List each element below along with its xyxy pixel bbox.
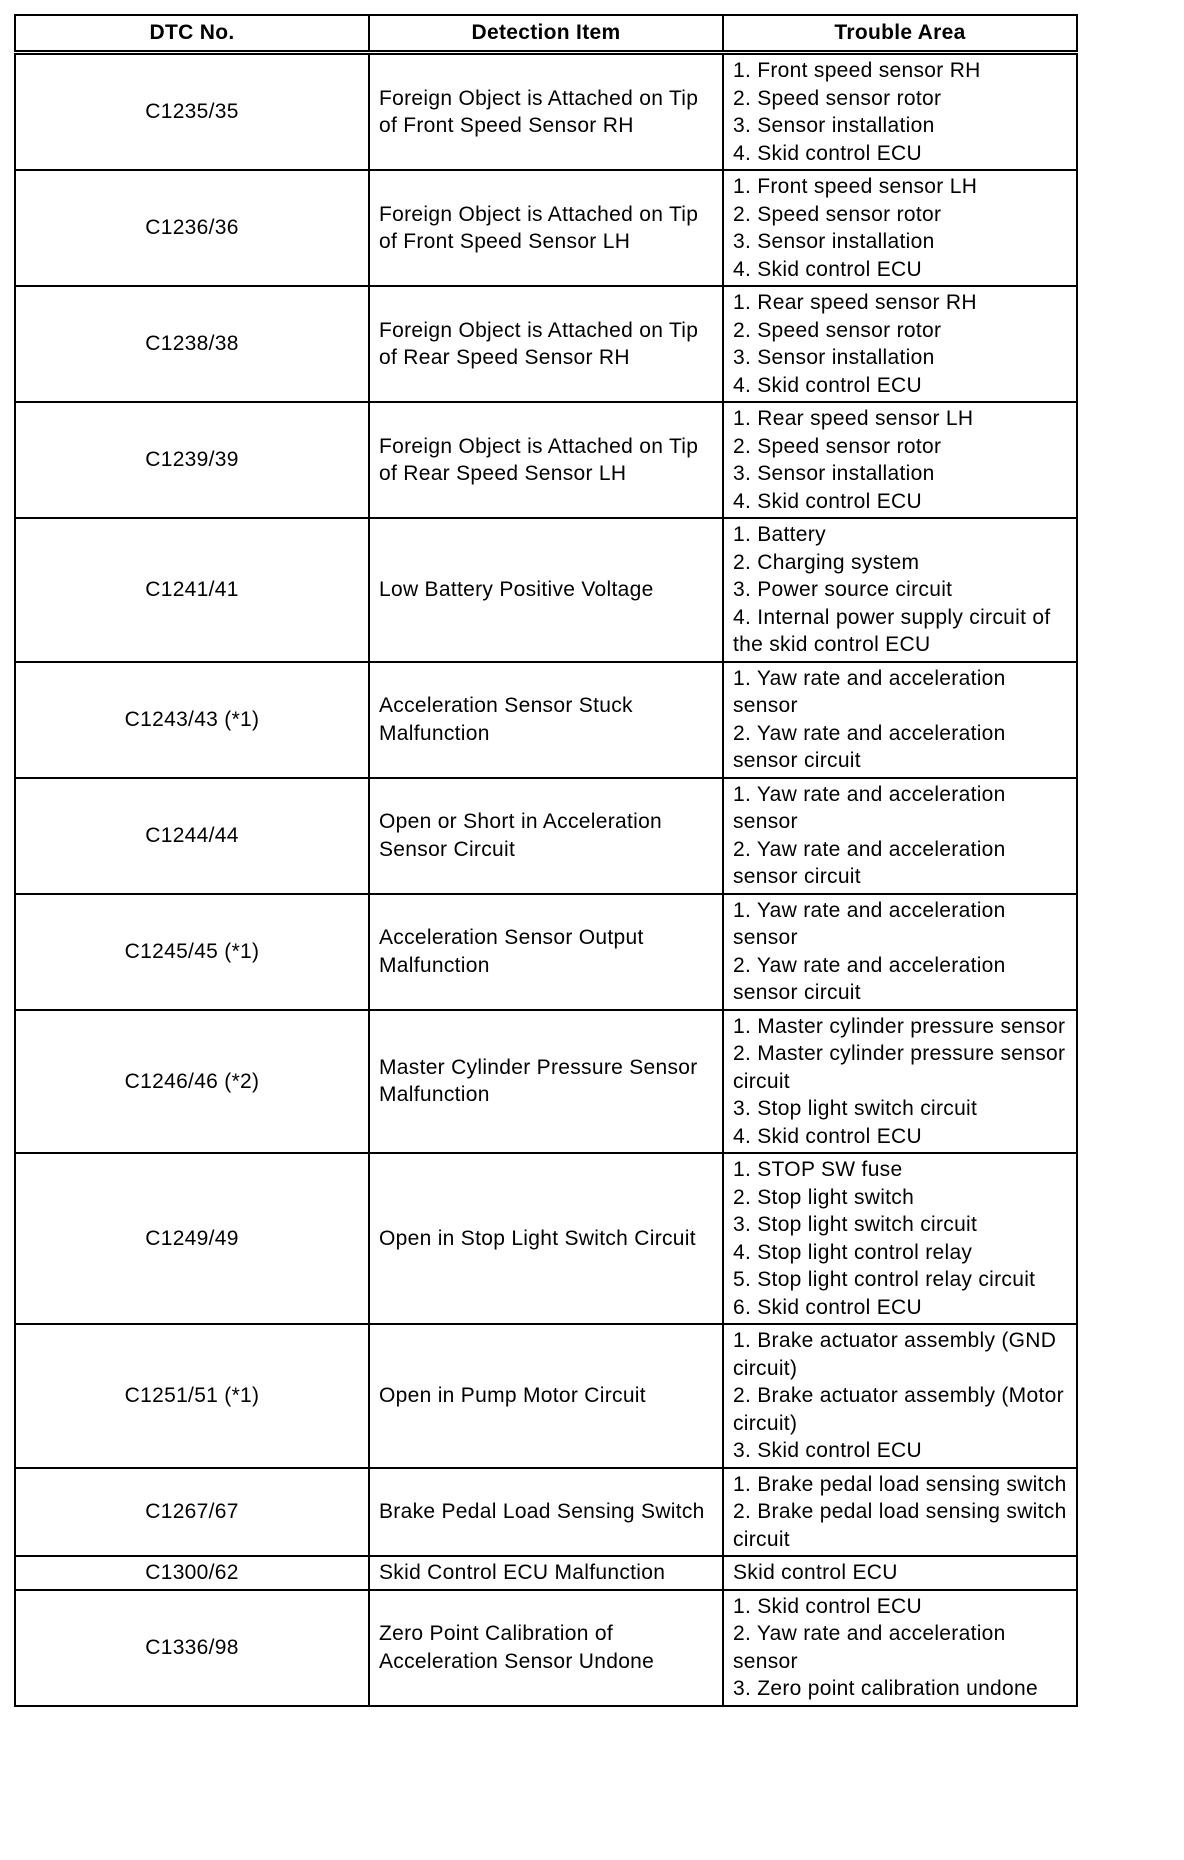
dtc-code-cell: C1243/43 (*1) <box>15 662 369 778</box>
trouble-area-item: 1. Rear speed sensor RH <box>733 291 977 314</box>
trouble-area-item: 4. Skid control ECU <box>733 373 922 397</box>
detection-item-cell: Foreign Object is Attached on Tip of Rear Speed Sensor RH <box>369 286 723 402</box>
detection-item-cell: Open or Short in Acceleration Sensor Circuit <box>369 778 723 894</box>
header-dtc-no: DTC No. <box>15 15 369 53</box>
trouble-area-item: 2. Yaw rate and acceleration sensor <box>733 1622 1006 1673</box>
trouble-area-item: 1. Battery <box>733 523 826 546</box>
table-row <box>15 53 1077 171</box>
trouble-area-item: 4. Skid control ECU <box>733 1124 922 1148</box>
table-body <box>15 53 1077 1706</box>
trouble-area-item: 1. Yaw rate and acceleration sensor <box>733 898 1006 949</box>
trouble-area-item: 4. Stop light control relay <box>733 1240 973 1264</box>
trouble-area-item: 1. Rear speed sensor LH <box>733 407 974 430</box>
trouble-area-item: 1. Brake pedal load sensing switch <box>733 1472 1067 1496</box>
trouble-area-item: 1. Skid control ECU <box>733 1594 922 1618</box>
trouble-area-item: 3. Zero point calibration undone <box>733 1677 1038 1700</box>
trouble-area-cell <box>723 518 1077 662</box>
detection-item-cell: Foreign Object is Attached on Tip of Front Speed Sensor LH <box>369 170 723 286</box>
detection-item-cell: Open in Stop Light Switch Circuit <box>369 1153 723 1324</box>
trouble-area-item: 2. Master cylinder pressure sensor circuit <box>733 1042 1066 1093</box>
trouble-area-item: 3. Stop light switch circuit <box>733 1097 978 1120</box>
trouble-area-item: 1. Front speed sensor RH <box>733 59 981 82</box>
dtc-code-cell: C1251/51 (*1) <box>15 1324 369 1468</box>
table-row <box>15 662 1077 778</box>
trouble-area-item: 6. Skid control ECU <box>733 1295 922 1319</box>
trouble-area-cell <box>723 286 1077 402</box>
trouble-area-item: 2. Yaw rate and acceleration sensor circuit <box>733 953 1006 1004</box>
table-row <box>15 1590 1077 1706</box>
trouble-area-cell <box>723 170 1077 286</box>
trouble-area-item: 1. Yaw rate and acceleration sensor <box>733 666 1006 717</box>
dtc-code-cell: C1267/67 <box>15 1468 369 1557</box>
trouble-area-cell <box>723 662 1077 778</box>
dtc-code-cell: C1300/62 <box>15 1556 369 1590</box>
trouble-area-item: 2. Charging system <box>733 550 920 574</box>
table-row <box>15 1010 1077 1154</box>
detection-item-cell: Acceleration Sensor Stuck Malfunction <box>369 662 723 778</box>
detection-item-cell: Open in Pump Motor Circuit <box>369 1324 723 1468</box>
table-row <box>15 286 1077 402</box>
trouble-area-item: 3. Skid control ECU <box>733 1439 922 1462</box>
trouble-area-item: 1. Front speed sensor LH <box>733 175 978 198</box>
trouble-area-item: 3. Sensor installation <box>733 230 935 253</box>
trouble-area-item: 2. Brake actuator assembly (Motor circuit) <box>733 1384 1064 1435</box>
trouble-area-cell <box>723 53 1077 171</box>
detection-item-cell: Brake Pedal Load Sensing Switch <box>369 1468 723 1557</box>
header-row <box>15 15 1077 53</box>
trouble-area-item: 3. Sensor installation <box>733 114 935 137</box>
trouble-area-item: 4. Internal power supply circuit of the skid control ECU <box>733 605 1051 656</box>
dtc-code-cell: C1246/46 (*2) <box>15 1010 369 1154</box>
dtc-code-cell: C1244/44 <box>15 778 369 894</box>
table-row <box>15 894 1077 1010</box>
trouble-area-cell <box>723 1324 1077 1468</box>
trouble-area-item: 2. Speed sensor rotor <box>733 202 942 226</box>
trouble-area-item: 1. Yaw rate and acceleration sensor <box>733 782 1006 833</box>
trouble-area-cell <box>723 1590 1077 1706</box>
trouble-area-item: 4. Skid control ECU <box>733 141 922 165</box>
header-detection-item: Detection Item <box>369 15 723 53</box>
table-row <box>15 170 1077 286</box>
dtc-code-cell: C1241/41 <box>15 518 369 662</box>
trouble-area-cell <box>723 1468 1077 1557</box>
table-row <box>15 1153 1077 1324</box>
trouble-area-item: 1. Master cylinder pressure sensor <box>733 1014 1066 1038</box>
dtc-table <box>14 14 1078 1707</box>
trouble-area-item: 4. Skid control ECU <box>733 257 922 281</box>
trouble-area-item: Skid control ECU <box>733 1561 898 1584</box>
dtc-code-cell: C1238/38 <box>15 286 369 402</box>
trouble-area-item: 2. Stop light switch <box>733 1185 915 1209</box>
trouble-area-cell <box>723 1010 1077 1154</box>
dtc-code-cell: C1239/39 <box>15 402 369 518</box>
trouble-area-item: 2. Speed sensor rotor <box>733 318 942 342</box>
trouble-area-item: 3. Power source circuit <box>733 578 953 601</box>
table-row <box>15 1468 1077 1557</box>
trouble-area-item: 2. Yaw rate and acceleration sensor circuit <box>733 837 1006 888</box>
trouble-area-item: 2. Speed sensor rotor <box>733 434 942 458</box>
trouble-area-item: 1. STOP SW fuse <box>733 1158 903 1181</box>
trouble-area-item: 2. Speed sensor rotor <box>733 86 942 110</box>
trouble-area-item: 5. Stop light control relay circuit <box>733 1268 1036 1291</box>
table-row <box>15 778 1077 894</box>
trouble-area-item: 2. Brake pedal load sensing switch circuit <box>733 1500 1067 1551</box>
dtc-code-cell: C1235/35 <box>15 53 369 171</box>
detection-item-cell: Foreign Object is Attached on Tip of Front Speed Sensor RH <box>369 53 723 171</box>
table-header <box>15 15 1077 53</box>
detection-item-cell: Acceleration Sensor Output Malfunction <box>369 894 723 1010</box>
trouble-area-cell <box>723 402 1077 518</box>
trouble-area-item: 4. Skid control ECU <box>733 489 922 513</box>
header-trouble-area: Trouble Area <box>723 15 1077 53</box>
detection-item-cell: Low Battery Positive Voltage <box>369 518 723 662</box>
trouble-area-item: 3. Stop light switch circuit <box>733 1213 978 1236</box>
trouble-area-cell <box>723 1153 1077 1324</box>
detection-item-cell: Foreign Object is Attached on Tip of Rear Speed Sensor LH <box>369 402 723 518</box>
detection-item-cell: Skid Control ECU Malfunction <box>369 1556 723 1590</box>
table-row <box>15 1556 1077 1590</box>
trouble-area-item: 3. Sensor installation <box>733 346 935 369</box>
table-row <box>15 518 1077 662</box>
trouble-area-item: 2. Yaw rate and acceleration sensor circuit <box>733 721 1006 772</box>
detection-item-cell: Zero Point Calibration of Acceleration Sensor Undone <box>369 1590 723 1706</box>
dtc-code-cell: C1245/45 (*1) <box>15 894 369 1010</box>
dtc-code-cell: C1236/36 <box>15 170 369 286</box>
trouble-area-item: 1. Brake actuator assembly (GND circuit) <box>733 1329 1057 1380</box>
trouble-area-item: 3. Sensor installation <box>733 462 935 485</box>
dtc-code-cell: C1249/49 <box>15 1153 369 1324</box>
dtc-code-cell: C1336/98 <box>15 1590 369 1706</box>
detection-item-cell: Master Cylinder Pressure Sensor Malfunction <box>369 1010 723 1154</box>
trouble-area-cell <box>723 1556 1077 1590</box>
trouble-area-cell <box>723 894 1077 1010</box>
table-row <box>15 402 1077 518</box>
table-row <box>15 1324 1077 1468</box>
trouble-area-cell <box>723 778 1077 894</box>
